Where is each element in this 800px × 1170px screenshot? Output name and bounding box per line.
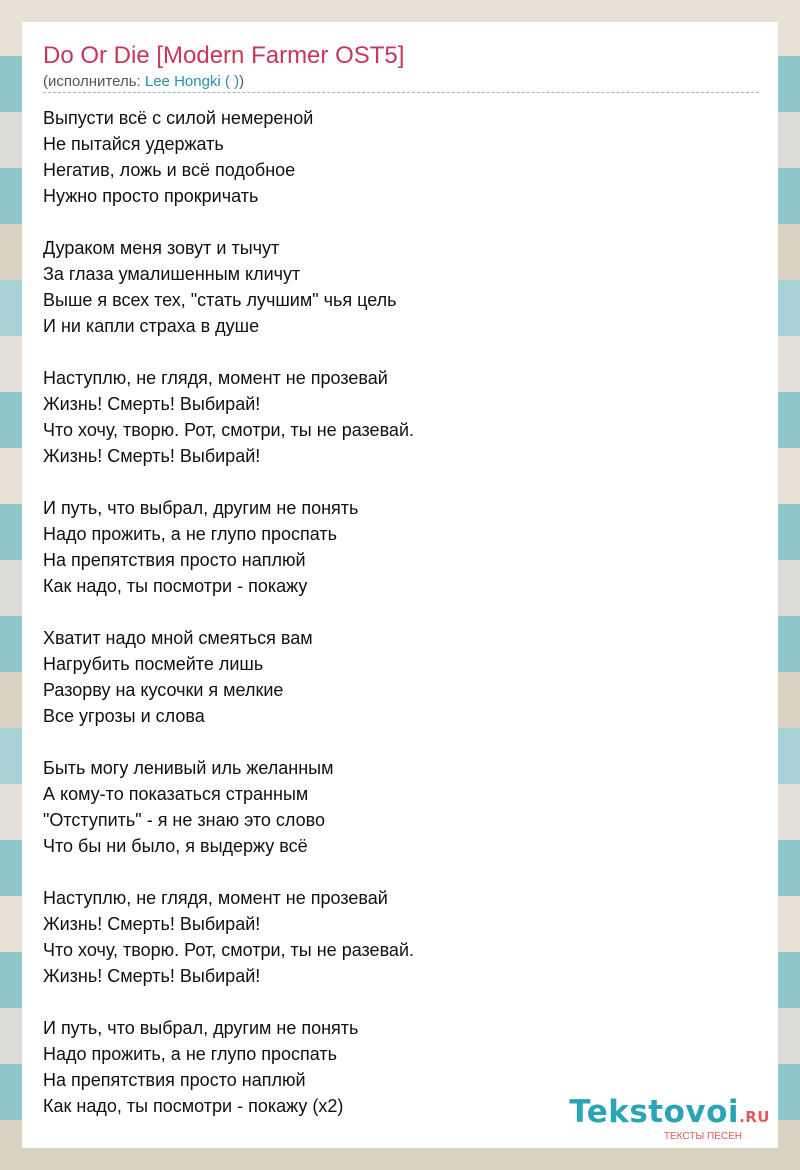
logo-wordmark bbox=[569, 1096, 770, 1133]
lyrics-card bbox=[22, 22, 778, 1148]
site-logo[interactable] bbox=[569, 1096, 770, 1142]
logo-name: Tekstovoi bbox=[569, 1094, 740, 1130]
song-title: Do Or Die [Modern Farmer OST5] bbox=[43, 42, 405, 69]
artist-prefix: (исполнитель: bbox=[43, 73, 145, 90]
artist-link[interactable]: Lee Hongki ( ) bbox=[144, 73, 240, 90]
lyrics-text: Выпусти всё с силой немереной Не пытайся удержать Негатив, ложь и всё подобное Нужно просто прокричать Дураком меня зовут и тычут За глаза умалишенным кличут Выше я всех тех, "стать лучшим" чья цель И ни капли страха в душе Наступлю, не глядя, момент не прозевай Жизнь! Смерть! Выбирай! Что хочу, творю. Рот, смотри, ты не разевай. Жизнь! Смерть! Выбирай! И путь, что выбрал, другим не понять Надо прожить, а не глупо проспать На препятствия просто наплюй Как надо, ты посмотри - покажу Хватит надо мной смеяться вам Нагрубить посмейте лишь Разорву на кусочки я мелкие Все угрозы и слова Быть могу ленивый иль желанным А кому-то показаться странным "Отступить" - я не знаю это слово Что бы ни было, я выдержу всё Наступлю, не глядя, момент не прозевай Жизнь! Смерть! Выбирай! Что хочу, творю. Рот, смотри, ты не разевай. Жизнь! Смерть! Выбирай! И путь, что выбрал, другим не понять Надо прожить, а не глупо проспать На препятствия просто наплюй Как надо, ты посмотри - покажу (x2) bbox=[43, 108, 414, 1116]
title-divider bbox=[43, 92, 759, 93]
logo-tld: .RU bbox=[739, 1108, 770, 1126]
artist-line bbox=[43, 73, 244, 90]
artist-suffix: ) bbox=[239, 73, 245, 90]
logo-tagline: ТЕКСТЫ ПЕСЕН bbox=[663, 1131, 742, 1142]
